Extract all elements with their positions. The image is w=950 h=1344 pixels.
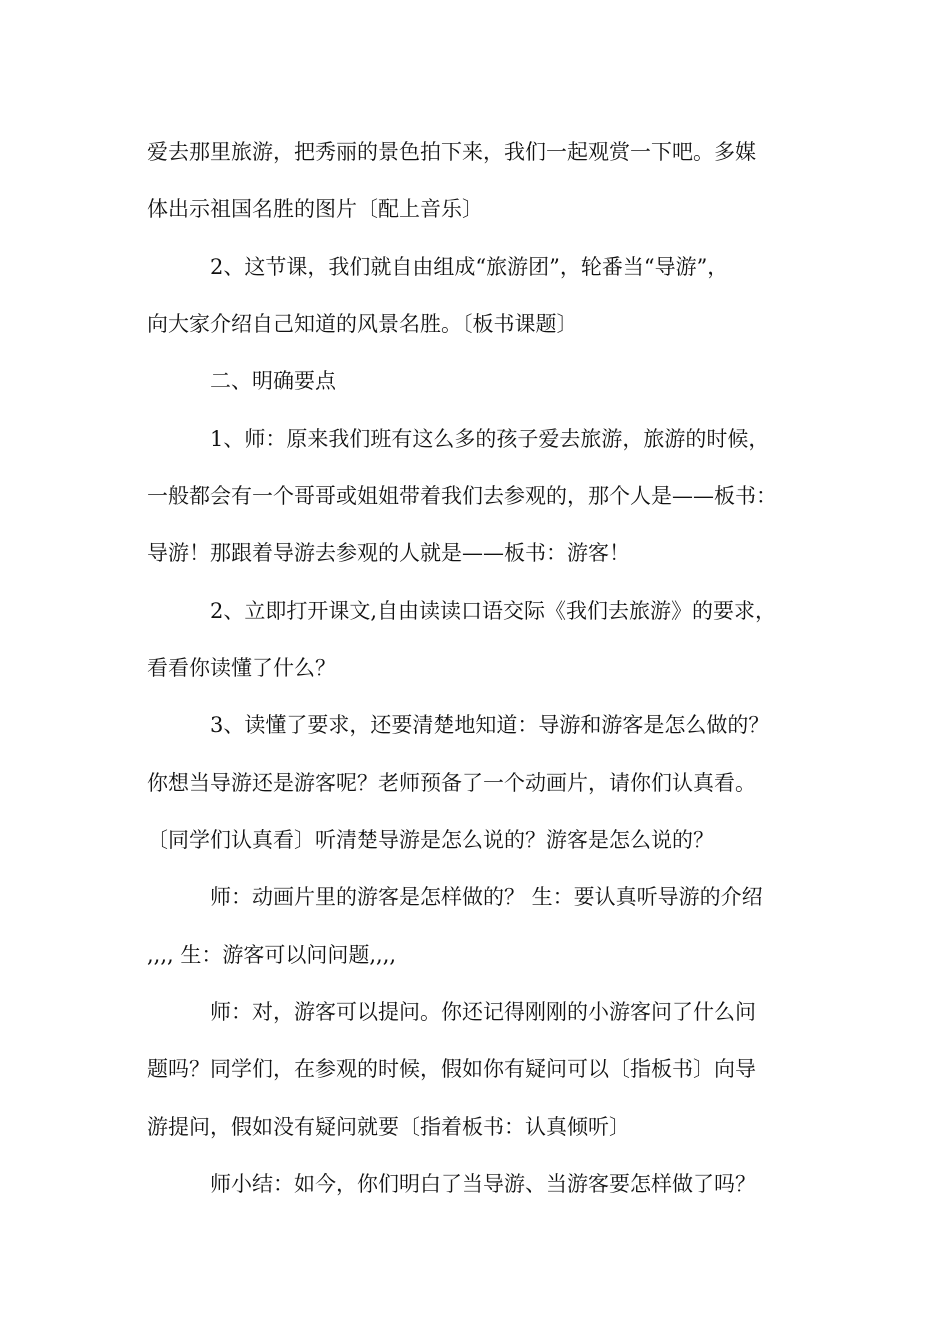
- text-line-3: 2、这节课，我们就自由组成“旅游团”，轮番当“导游”，: [210, 255, 729, 279]
- text-line-4: 向大家介绍自己知道的风景名胜。〔板书课题〕: [147, 312, 578, 336]
- text-line-1: 爱去那里旅游，把秀丽的景色拍下来，我们一起观赏一下吧。多媒: [147, 140, 756, 164]
- text-line-17: 题吗？同学们，在参观的时候，假如你有疑问可以〔指板书〕向导: [147, 1057, 756, 1081]
- text-line-8: 导游！那跟着导游去参观的人就是——板书：游客！: [147, 541, 630, 565]
- text-line-10: 看看你读懂了什么？: [147, 656, 336, 680]
- text-line-13: 〔同学们认真看〕听清楚导游是怎么说的？游客是怎么说的？: [147, 828, 714, 852]
- text-line-19: 师小结：如今，你们明白了当导游、当游客要怎样做了吗？: [210, 1172, 756, 1196]
- text-line-16: 师：对，游客可以提问。你还记得刚刚的小游客问了什么问: [210, 1000, 756, 1024]
- text-line-18: 游提问，假如没有疑问就要〔指着板书：认真倾听〕: [147, 1115, 630, 1139]
- text-line-14: 师：动画片里的游客是怎样做的？ 生：要认真听导游的介绍: [210, 885, 763, 909]
- text-line-7: 一般都会有一个哥哥或姐姐带着我们去参观的，那个人是——板书：: [147, 484, 777, 508]
- section-heading: 二、明确要点: [210, 369, 336, 393]
- text-line-12: 你想当导游还是游客呢？老师预备了一个动画片，请你们认真看。: [147, 771, 756, 795]
- text-line-9: 2、立即打开课文,自由读读口语交际《我们去旅游》的要求，: [210, 599, 777, 623]
- text-line-15: ,,,, 生：游客可以问问题,,,,: [147, 943, 397, 967]
- text-line-2: 体出示祖国名胜的图片〔配上音乐〕: [147, 197, 483, 221]
- text-line-11: 3、读懂了要求，还要清楚地知道：导游和游客是怎么做的？: [210, 713, 770, 737]
- text-line-6: 1、师：原来我们班有这么多的孩子爱去旅游，旅游的时候，: [210, 427, 770, 451]
